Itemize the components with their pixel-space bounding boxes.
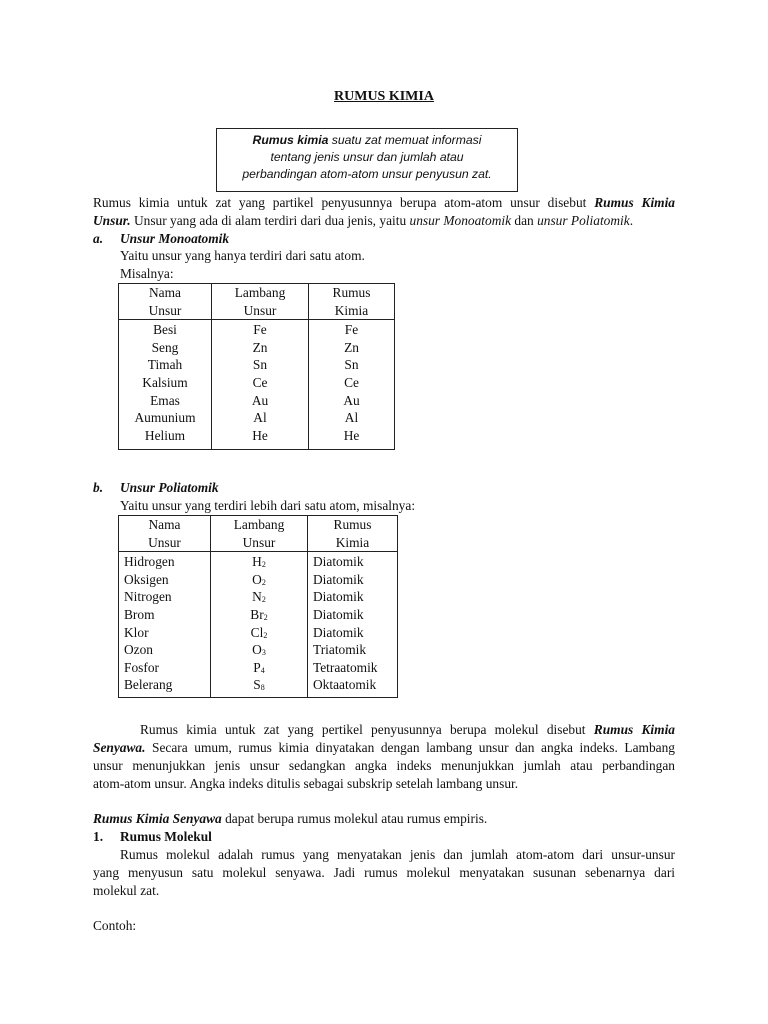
table-header-row: [119, 284, 395, 320]
header-nama-unsur: Nama Unsur: [119, 516, 211, 552]
contoh-label: Contoh:: [93, 918, 137, 933]
definition-line-2: tentang jenis unsur dan jumlah atau: [270, 150, 464, 164]
column-nama: Besi Seng Timah Kalsium Emas Aumunium Helium: [119, 320, 212, 450]
para2-line-3: unsur menunjukkan jenis unsur sedangkan angka indeks menunjukkan jumlah atau perbandingan: [93, 758, 675, 773]
header-lambang-unsur: Lambang Unsur: [212, 284, 309, 320]
header-nama-unsur: Nama Unsur: [119, 284, 212, 320]
header-rumus-kimia: Rumus Kimia: [308, 516, 398, 552]
definition-term: Rumus kimia: [252, 133, 329, 147]
column-lambang: Fe Zn Sn Ce Au Al He: [212, 320, 309, 450]
header-lambang-unsur: Lambang Unsur: [211, 516, 308, 552]
table-row: [119, 320, 395, 450]
poliatomic-table: [118, 515, 398, 698]
section-a-example-label: Misalnya:: [120, 266, 174, 281]
section-a-heading: Unsur Monoatomik: [120, 231, 230, 246]
section-1-line-3: molekul zat.: [93, 883, 160, 898]
para3: Rumus Kimia Senyawa dapat berupa rumus molekul atau rumus empiris.: [93, 811, 488, 826]
para2-line-4: atom-atom unsur. Angka indeks ditulis sebagai subskrip setelah lambang unsur.: [93, 776, 519, 791]
para2-line-2: Senyawa. Secara umum, rumus kimia dinyatakan dengan lambang unsur dan angka indeks. Lambang: [93, 740, 675, 755]
para2-line-1: Rumus kimia untuk zat yang pertikel penyusunnya berupa molekul disebut Rumus Kimia: [140, 722, 675, 737]
section-b-marker: b.: [93, 480, 104, 495]
column-rumus: Diatomik Diatomik Diatomik Diatomik Diatomik Triatomik Tetraatomik Oktaatomik: [308, 552, 398, 698]
definition-box: [216, 128, 518, 192]
section-1-line-2: yang menyusun satu molekul senyawa. Jadi rumus molekul menyatakan susunan sebenarnya dari: [93, 865, 675, 880]
section-a-marker: a.: [93, 231, 104, 246]
header-rumus-kimia: Rumus Kimia: [309, 284, 395, 320]
monoatomic-table: [118, 283, 395, 450]
section-b-desc: Yaitu unsur yang terdiri lebih dari satu atom, misalnya:: [120, 498, 416, 513]
intro-line-2: Unsur. Unsur yang ada di alam terdiri dari dua jenis, yaitu unsur Monoatomik dan unsur Poliatomik.: [93, 213, 634, 228]
section-b-heading: Unsur Poliatomik: [120, 480, 219, 495]
definition-line-1: Rumus kimia suatu zat memuat informasi: [252, 133, 482, 147]
column-lambang: $H_2$ $O_2$ $N_2$ $Br_2$ $Cl_2$ $O_3$ $P_4$ $S_8$: [211, 552, 308, 698]
intro-line-1: Rumus kimia untuk zat yang partikel penyusunnya berupa atom-atom unsur disebut Rumus Kimia: [93, 195, 675, 210]
section-1-marker: 1.: [93, 829, 104, 844]
section-a-desc: Yaitu unsur yang hanya terdiri dari satu atom.: [120, 248, 365, 263]
table-row: [119, 552, 398, 698]
column-rumus: Fe Zn Sn Ce Au Al He: [309, 320, 395, 450]
section-1-line-1: Rumus molekul adalah rumus yang menyatakan jenis dan jumlah atom-atom dari unsur-unsur: [120, 847, 675, 862]
table-header-row: [119, 516, 398, 552]
definition-line-3: perbandingan atom-atom unsur penyusun zat.: [242, 167, 492, 181]
column-nama: Hidrogen Oksigen Nitrogen Brom Klor Ozon Fosfor Belerang: [119, 552, 211, 698]
section-1-heading: Rumus Molekul: [120, 829, 212, 844]
page-title: RUMUS KIMIA: [334, 89, 434, 104]
